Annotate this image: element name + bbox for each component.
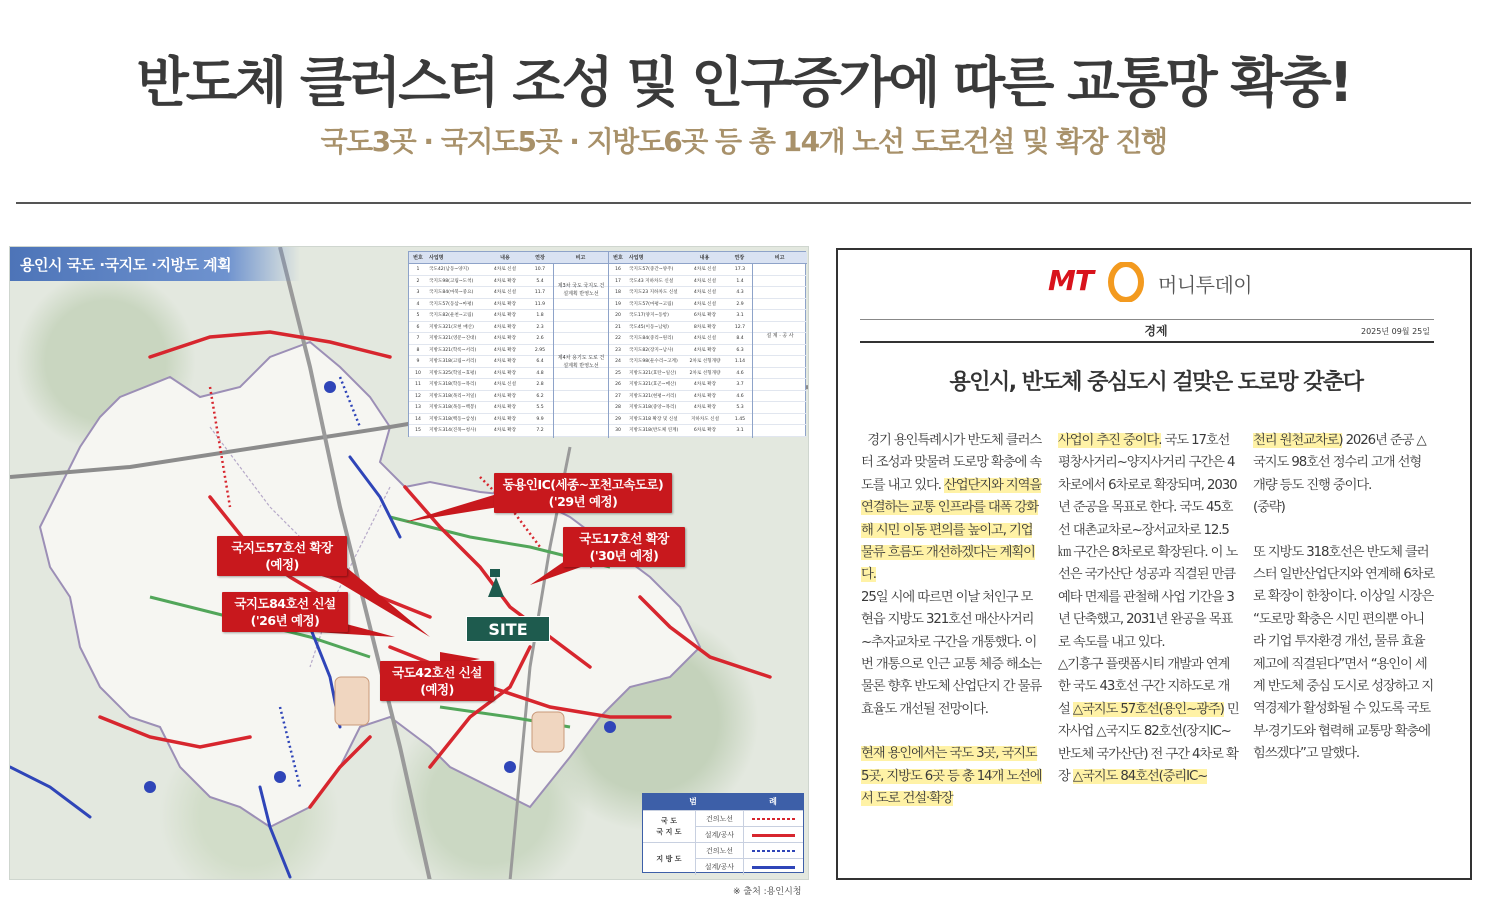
- table-cell: 4.6: [736, 370, 744, 376]
- table-cell: 4.6: [736, 393, 744, 399]
- table-cell: 11.7: [534, 290, 546, 295]
- table-cell: 16: [615, 267, 621, 272]
- table-cell: 지방도318 확장 및 신설: [629, 416, 678, 422]
- table-cell: 29: [615, 416, 621, 422]
- table-cell: 10.7: [534, 267, 546, 272]
- table-cell: 6: [416, 324, 420, 330]
- highlighted-text: 천리 원천교차로): [1253, 433, 1343, 448]
- table-cell: 국지도23 지하차도 신설: [629, 290, 678, 295]
- paragraph: [1058, 654, 1240, 788]
- th-no: 번호: [413, 255, 423, 261]
- th-name: 사업명: [628, 255, 644, 261]
- table-cell: 9: [416, 359, 420, 364]
- table-cell: 4차로 신설: [693, 336, 717, 341]
- callout-route57: [217, 536, 347, 576]
- table-cell: 17.3: [734, 267, 746, 272]
- table-cell: 국도42(남동~양지): [429, 267, 469, 272]
- callout-title: 동용인IC(세종~포천고속도로): [502, 477, 664, 492]
- table-cell: 17: [615, 278, 621, 284]
- text: 국도 17호선 평창사거리~양지사거리 구간은 4차로에서 6차로로 확장되며, 2030년 준공을 목표로 한다. 국도 45호선 대촌교차로~장서교차로 12.5㎞ 구간은 8차로로 확장된다. 이 노선은 국가산단 성공과 직결된 만큼 예타 면제를 관철해 사업 기간을 3년 단축했고, 2031년 완공을 목표로 속도를 내고 있다.: [1058, 433, 1238, 650]
- paragraph: [861, 743, 1043, 810]
- table-cell: 지방도314(진목~청사): [429, 428, 477, 433]
- site-flag: [490, 569, 500, 577]
- legend-type: 건의노선: [695, 811, 743, 827]
- table-cell: 지하차도 신설: [690, 416, 720, 422]
- table-cell: 2: [416, 278, 420, 284]
- paragraph: [861, 587, 1043, 721]
- legend-row-national-build: [695, 826, 803, 842]
- th-no: 번호: [613, 255, 623, 261]
- table-cell: 1.14: [734, 359, 746, 364]
- map-legend: [642, 793, 804, 873]
- table-cell: 국도17(양지~동항): [629, 313, 669, 318]
- callout-route84: [222, 592, 348, 632]
- table-cell: 4차로 확장: [493, 324, 517, 330]
- table-cell: 4차로 신설: [693, 301, 717, 307]
- table-cell: 27: [615, 393, 621, 399]
- route-badge: [504, 761, 516, 773]
- th-content: 내용: [699, 255, 710, 261]
- th-note: 비고: [575, 255, 586, 261]
- legend-type: 설계/공사: [695, 827, 743, 843]
- map-title: 용인시 국도 ·국지도 ·지방도 계획: [20, 256, 232, 274]
- table-cell: 6.2: [536, 393, 544, 399]
- table-cell: 5.3: [736, 405, 744, 410]
- table-half-left: [409, 252, 608, 438]
- article-column-1: [861, 430, 1043, 811]
- table-cell: 4차로 확장: [493, 393, 517, 399]
- table-cell: 24: [615, 359, 621, 364]
- legend-cat-guodo: 국 도: [661, 817, 677, 825]
- callout-route17: [563, 527, 685, 567]
- highlighted-text: △국지도 84호선(중리IC~: [1072, 769, 1208, 785]
- table-half-right: [608, 252, 807, 438]
- table-cell: 4차로 확장: [493, 370, 517, 376]
- table-cell: 지방도318(목동~백봉): [429, 405, 477, 410]
- text: 민자사업 △국지도 82호선(장지IC~반도체 국가산단) 전 구간 4차로 확장: [1058, 701, 1239, 785]
- table-cell: 18: [615, 290, 621, 295]
- blue-road: [10, 767, 90, 817]
- table-cell: 15: [415, 428, 421, 433]
- table-cell: 5.4: [536, 278, 544, 284]
- table-cell: 지방도318(목리~저일): [429, 393, 477, 399]
- legend-group-national: [643, 810, 803, 842]
- note-group-b: 제4차 용기도 도로 건설계획 반영노선: [557, 355, 605, 369]
- table-cell: 20: [615, 313, 621, 318]
- text: 2026년 준공 △국지도 98호선 정수리 고개 선형 개량 등도 진행 중이다.: [1253, 433, 1426, 493]
- callout-title: 국도42호선 신설: [392, 665, 482, 680]
- table-cell: 4차로 확장: [493, 428, 517, 433]
- table-cell: 지방도318(중앙~목리): [629, 405, 677, 410]
- th-content: 내용: [500, 255, 510, 261]
- table-cell: 3.7: [736, 382, 744, 387]
- table-cell: 8.4: [736, 336, 744, 341]
- th-length: 연장: [734, 255, 745, 261]
- table-cell: 6.3: [736, 347, 744, 353]
- table-cell: 4차로 확장: [493, 347, 517, 353]
- th-name: 사업명: [429, 255, 444, 261]
- article-section: 경제: [1144, 324, 1168, 338]
- table-cell: 6차로 확장: [693, 428, 717, 433]
- table-cell: 4차로 확장: [693, 405, 717, 410]
- table-cell: 국도43 지하차도 신설: [629, 278, 674, 284]
- table-cell: 4차로 확장: [693, 347, 717, 353]
- table-cell: 11.9: [534, 301, 546, 307]
- table-cell: 4차로 신설: [493, 267, 517, 272]
- table-cell: 4.8: [536, 370, 544, 376]
- legend-row-national-plan: [695, 810, 803, 826]
- legend-line-red-solid: [743, 827, 803, 843]
- table-cell: 지방도321(모현 매산): [429, 324, 474, 330]
- table-cell: 4차로 신설: [493, 382, 517, 387]
- callout-title: 국지도57호선 확장: [231, 540, 333, 555]
- table-cell: 국지도57(동삼~마평): [429, 301, 474, 307]
- callout-date: ('26년 예정): [250, 613, 320, 628]
- table-header: [609, 252, 807, 264]
- table-cell: 4차로 확장: [693, 393, 717, 399]
- article-date: 2025년 09월 25일: [1361, 327, 1430, 336]
- paragraph: [1253, 497, 1435, 519]
- highlighted-text: 산업단지와 지역을 연결하는 교통 인프라를 대폭 강화해 시민 이동 편의를 높이고, 기업 물류 흐름도 개선하겠다는 계획이다.: [861, 477, 1042, 583]
- legend-line-blue-dotted: [743, 843, 803, 859]
- table-cell: 2차로 선형개량: [689, 359, 721, 364]
- table-cell: 지방도318(백동~삼성): [429, 416, 477, 422]
- table-cell: 1.4: [736, 278, 744, 284]
- table-cell: 국지도98(둔수리~고계): [629, 359, 678, 364]
- text: (중략): [1253, 500, 1285, 516]
- note-group-a: 제3차 국도 국지도 건설계획 반영노선: [557, 283, 605, 297]
- table-note-left: [553, 264, 608, 438]
- site-label: SITE: [466, 616, 550, 642]
- article-top-rule: [860, 319, 1434, 320]
- legend-cat-gukjido: 국 지 도: [656, 828, 682, 836]
- callout-dongyongin-ic: [494, 473, 672, 513]
- logo-o-icon: [1106, 262, 1146, 302]
- table-cell: 4차로 확장: [493, 336, 517, 341]
- table-cell: 2.3: [536, 324, 544, 330]
- mt-logo: [1048, 260, 1288, 300]
- table-cell: 지방도318(학동~목리): [429, 382, 477, 387]
- table-cell: 4차로 신설: [693, 278, 717, 284]
- table-cell: 13: [415, 405, 421, 410]
- callout-route42: [380, 661, 494, 701]
- paragraph: [1253, 430, 1435, 497]
- table-cell: 19: [615, 301, 621, 307]
- table-cell: 7: [416, 336, 420, 341]
- table-cell: 8: [416, 347, 420, 353]
- article-title: 용인시, 반도체 중심도시 걸맞은 도로망 갖춘다: [949, 370, 1363, 395]
- text: 25일 시에 따르면 이날 처인구 모현읍 지방도 321호선 매산사거리~추자교차로 구간을 개통했다. 이번 개통으로 인근 교통 체증 해소는 물론 향후 반도체 산업단지 간 물류 효율도 개선될 전망이다.: [861, 589, 1042, 717]
- article-column-3: [1253, 430, 1435, 766]
- table-cell: 국지도82(장지~남사): [629, 347, 674, 353]
- text: 경기 용인특례시가 반도체 클러스터 조성과 맞물려 도로망 확충에 속도를 내고 있다.: [861, 433, 1042, 493]
- table-cell: 4차로 신설: [693, 290, 717, 295]
- table-cell: 2.95: [534, 347, 546, 353]
- table-cell: 1: [416, 267, 420, 272]
- legend-row-local-plan: [695, 842, 803, 858]
- th-note: 비고: [774, 255, 785, 261]
- table-cell: 4차로 확장: [493, 416, 517, 422]
- table-cell: 22: [615, 336, 621, 341]
- route-badge: [144, 781, 156, 793]
- table-cell: 2차로 선형개량: [689, 370, 721, 376]
- legend-cat-local: 지 방 도: [643, 842, 695, 874]
- callout-date: ('29년 예정): [548, 494, 618, 509]
- table-cell: 10: [415, 370, 421, 376]
- table-cell: 지방도325(학일~효평): [429, 370, 477, 376]
- table-cell: 국지도82(운천~고림): [429, 313, 474, 318]
- page-subhead: 국도3곳 · 국지도5곳 · 지방도6곳 등 총 14개 노선 도로건설 및 확장 진행: [320, 125, 1167, 158]
- legend-type: 설계/공사: [695, 859, 743, 875]
- table-cell: 국지도84(중리~원리): [629, 336, 674, 341]
- legend-header: [643, 794, 803, 810]
- map-source: ※ 출처 :용인시청: [733, 887, 802, 897]
- table-cell: 지방도321(학록~서리): [429, 347, 477, 353]
- callout-date: ('30년 예정): [589, 548, 659, 563]
- table-cell: 2.8: [536, 382, 544, 387]
- table-cell: 4: [416, 301, 420, 307]
- table-cell: 30: [615, 428, 621, 433]
- table-cell: 25: [615, 370, 621, 376]
- legend-group-local: [643, 842, 803, 874]
- table-cell: 2.6: [536, 336, 544, 341]
- table-cell: 28: [615, 405, 621, 410]
- table-cell: 1.8: [536, 313, 544, 318]
- table-cell: 8차로 확장: [693, 324, 717, 330]
- legend-type: 건의노선: [695, 843, 743, 859]
- text: △기흥구 플랫폼시티 개발과 연계한 국도 43호선 구간 지하도로 개설: [1058, 657, 1230, 717]
- table-cell: 지방도318(반도체 연계): [629, 428, 679, 433]
- table-cell: 21: [615, 324, 621, 330]
- table-cell: 2.9: [736, 301, 744, 307]
- industrial-zone: [335, 677, 369, 725]
- page-headline: 반도체 클러스터 조성 및 인구증가에 따른 교통망 확충!: [136, 51, 1351, 114]
- table-cell: 4차로 확장: [493, 313, 517, 318]
- highlighted-text: △국지도 57호선(용인~광주): [1072, 701, 1224, 717]
- legend-header-right: 례: [769, 797, 777, 806]
- route-badge: [604, 721, 616, 733]
- route-badge: [274, 771, 286, 783]
- legend-line-red-dotted: [743, 811, 803, 827]
- legend-cat-national: [643, 810, 695, 842]
- table-cell: 12: [415, 393, 421, 399]
- paragraph: [1058, 430, 1240, 654]
- table-cell: 11: [415, 382, 421, 387]
- table-cell: 1.45: [734, 416, 746, 422]
- legend-header-left: 범: [689, 797, 697, 806]
- table-cell: 지방도321(영문~진대): [429, 336, 477, 341]
- table-cell: 4차로 확장: [493, 278, 517, 284]
- table-cell: 3.1: [736, 428, 744, 433]
- table-cell: 23: [615, 347, 621, 353]
- table-cell: 지방도318(고림~서리): [429, 359, 477, 364]
- table-cell: 지방도321(효곤~매산): [629, 382, 677, 387]
- table-cell: 5.5: [536, 405, 544, 410]
- red-planned-road: [150, 332, 390, 357]
- article-column-2: [1058, 430, 1240, 789]
- note-right-text: 설 계 · 공 사: [766, 333, 794, 339]
- paragraph: [1253, 542, 1435, 766]
- route-badge: [324, 381, 336, 393]
- table-cell: 국지도57(마평~고림): [629, 301, 674, 307]
- table-cell: 4.3: [736, 290, 744, 295]
- logo-name: 머니투데이: [1158, 273, 1253, 297]
- table-cell: 지방도321(효탄~일산): [629, 370, 677, 376]
- map-title-bar: [10, 247, 300, 281]
- table-cell: 9.9: [536, 416, 544, 422]
- highlighted-text: 현재 용인에서는 국도 3곳, 국지도 5곳, 지방도 6곳 등 총 14개 노선에서 도로 건설·확장: [861, 746, 1042, 807]
- paragraph: [861, 430, 1043, 587]
- table-cell: 4차로 확장: [493, 359, 517, 364]
- table-cell: 국지도84(마북~중요): [429, 290, 474, 295]
- text: 또 지방도 318호선은 반도체 클러스터 일반산업단지와 연계해 6차로로 확장이 한창이다. 이상일 시장은 “도로망 확충은 시민 편의뿐 아니라 기업 투자환경 개선, 물류 효율 제고에 직결된다”면서 “용인이 세계 반도체 중심 도시로 성장하고 지역경제가 활성화될 수 있도록 국토부·경기도와 협력해 교통망 확충에 힘쓰겠다”고 말했다.: [1253, 544, 1435, 762]
- th-length: 연장: [535, 255, 545, 261]
- table-note-right: [752, 264, 807, 438]
- table-cell: 4차로 확장: [493, 405, 517, 410]
- table-cell: 12.7: [734, 324, 746, 330]
- industrial-zone: [532, 712, 564, 752]
- table-cell: 국도45(이동~남평): [629, 324, 669, 330]
- road-project-table: [408, 251, 806, 437]
- header-divider: [16, 202, 1471, 204]
- callout-date: (예정): [265, 557, 299, 572]
- table-cell: 6차로 확장: [693, 313, 717, 318]
- table-cell: 3: [416, 290, 420, 295]
- table-header: [409, 252, 608, 264]
- table-cell: 4차로 확장: [493, 301, 517, 307]
- table-cell: 4차로 신설: [693, 267, 717, 272]
- table-cell: 4차로 신설: [493, 290, 517, 295]
- table-cell: 지방도321(현평~서리): [629, 393, 677, 399]
- logo-mt-text: MT: [1048, 264, 1093, 297]
- table-cell: 국지도98(고림~도척): [429, 278, 474, 284]
- table-cell: 3.1: [736, 313, 744, 318]
- table-cell: 14: [415, 416, 421, 422]
- table-cell: 6.4: [536, 359, 544, 364]
- article-section-rule: [860, 341, 1434, 343]
- table-cell: 7.2: [536, 428, 544, 433]
- callout-date: (예정): [420, 682, 454, 697]
- table-cell: 26: [615, 382, 621, 387]
- callout-title: 국도17호선 확장: [579, 531, 669, 546]
- legend-row-local-build: [695, 858, 803, 874]
- legend-line-blue-solid: [743, 859, 803, 875]
- table-cell: 국지도57(중간~양주): [629, 267, 674, 272]
- table-cell: 5: [416, 313, 420, 318]
- table-cell: 4차로 확장: [693, 382, 717, 387]
- road-plan-map: [9, 246, 809, 880]
- callout-title: 국지도84호선 신설: [234, 596, 336, 611]
- news-clipping: [836, 248, 1472, 880]
- highlighted-text: 사업이 추진 중이다.: [1058, 433, 1162, 448]
